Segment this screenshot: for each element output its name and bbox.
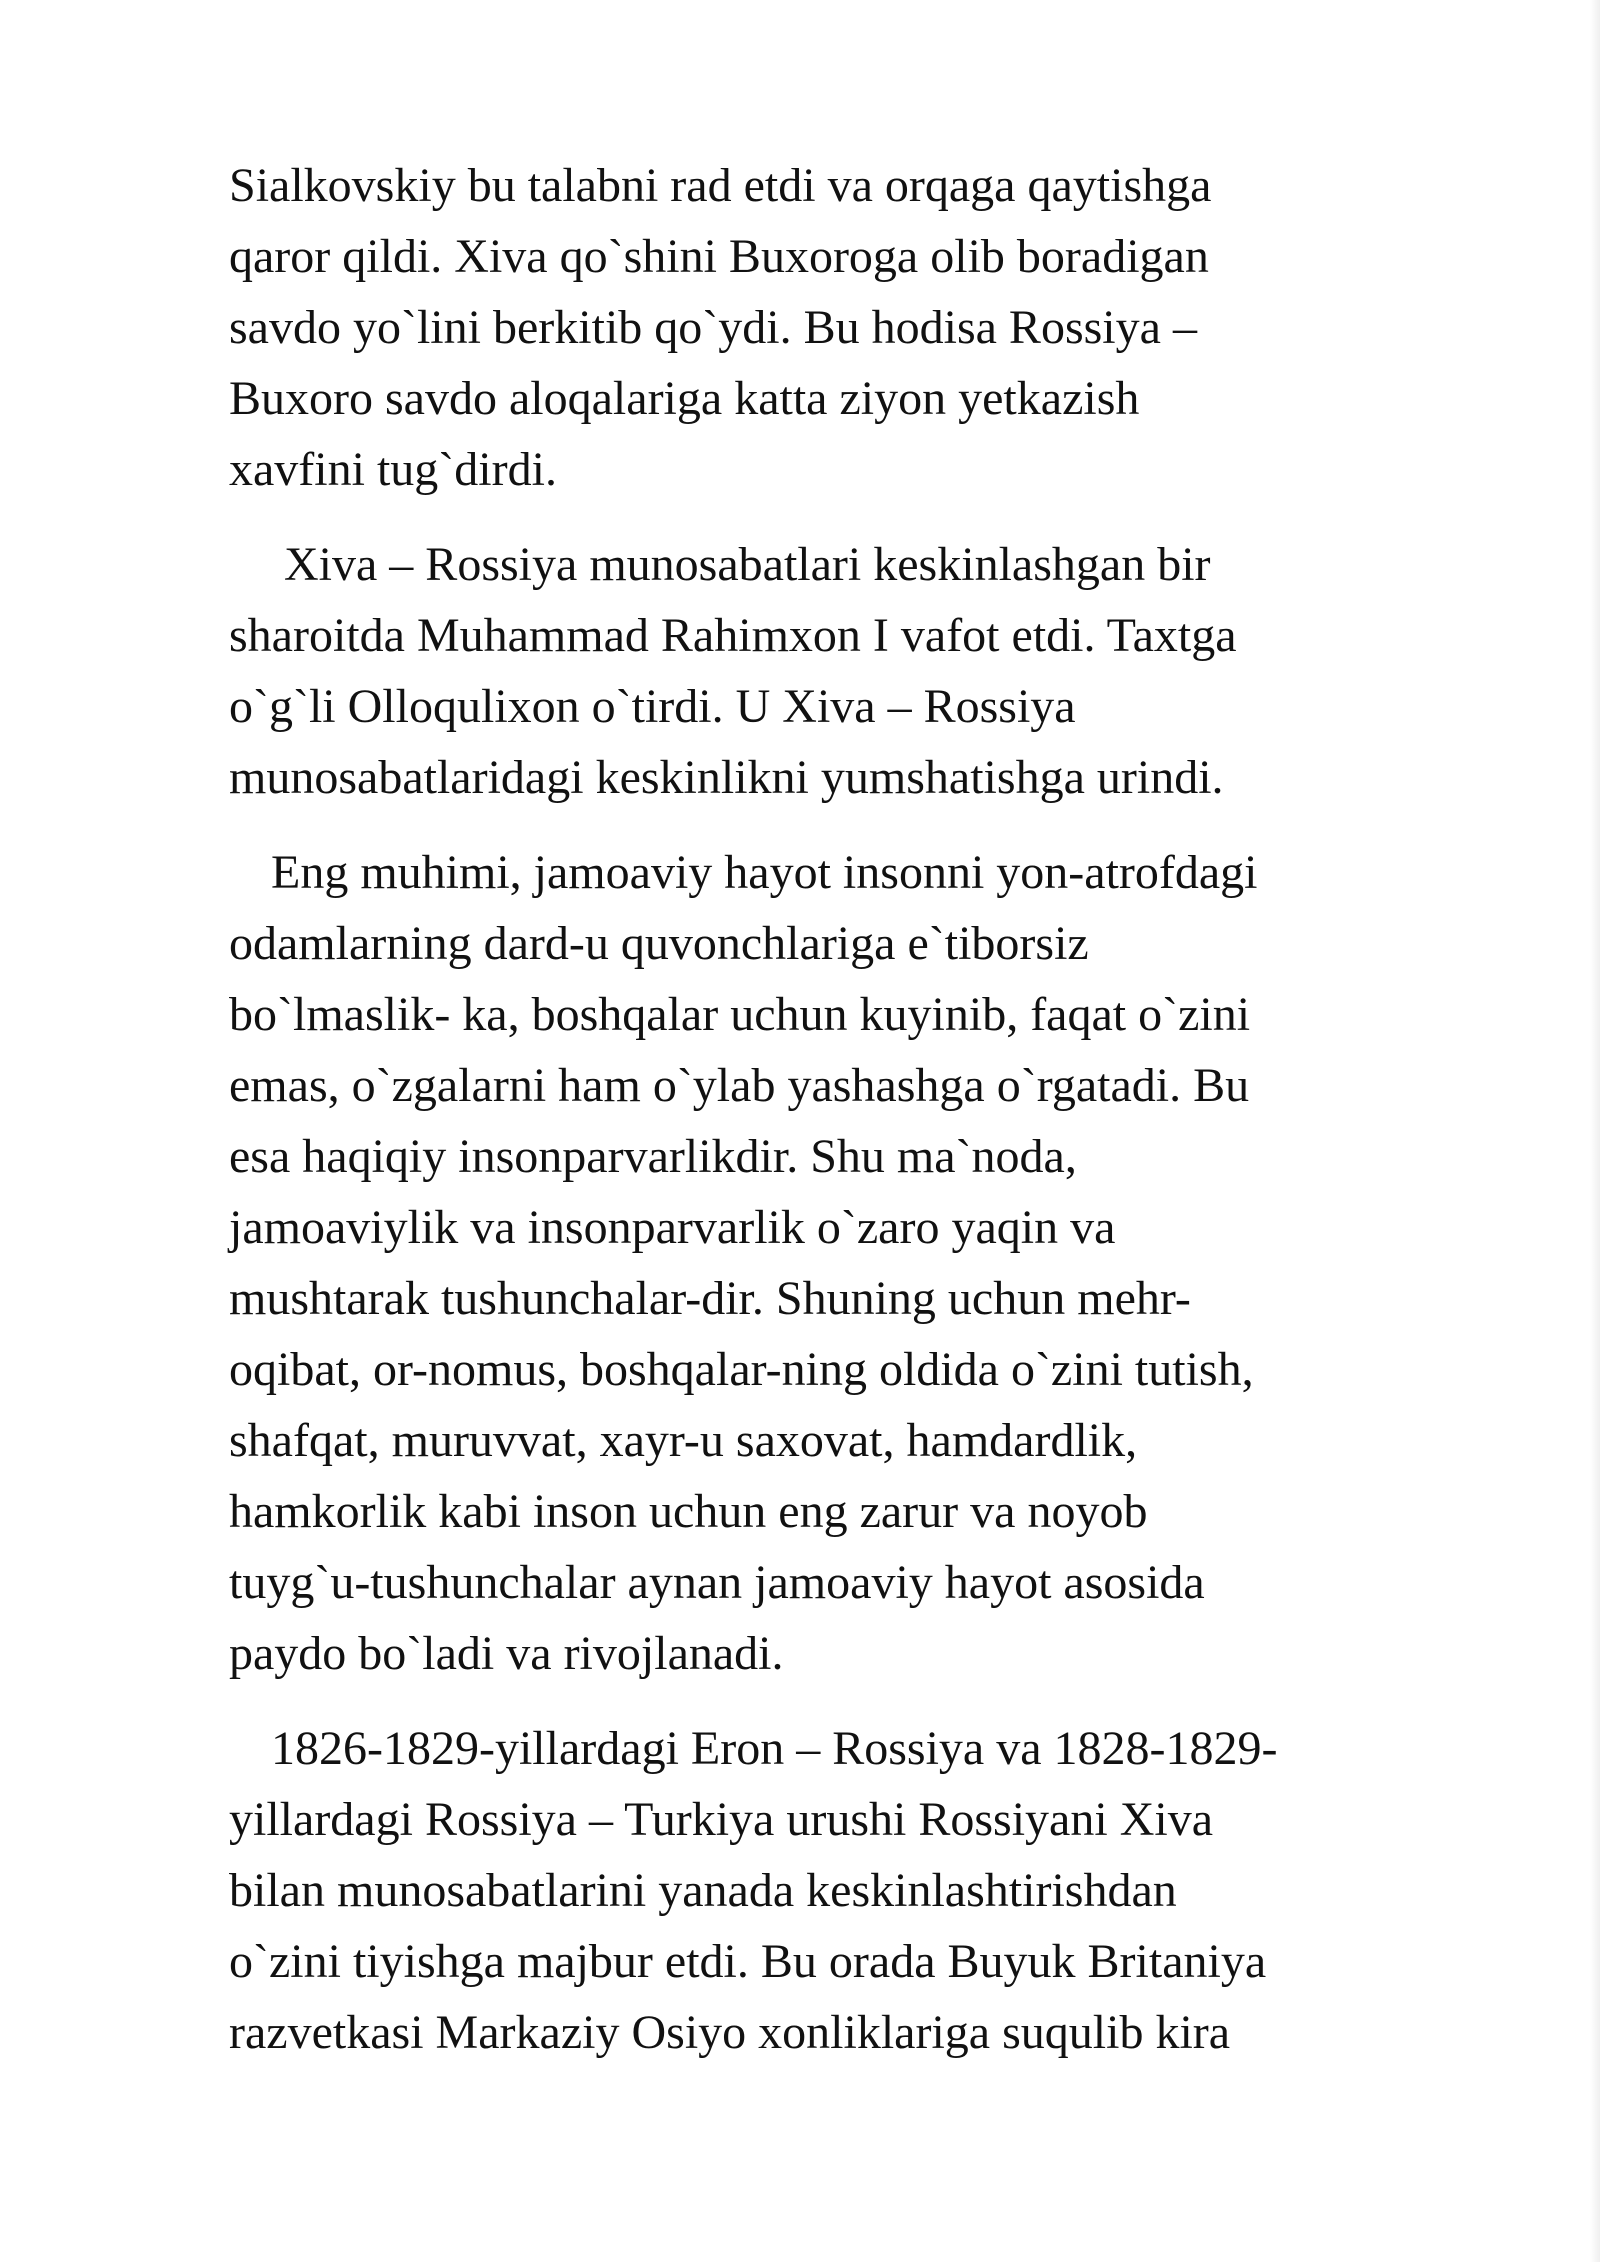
text-line: Xiva – Rossiya munosabatlari keskinlashgan bir [284, 538, 1211, 591]
text-line: jamoaviylik va insonparvarlik o`zaro yaqin va [229, 1201, 1116, 1254]
document-body [229, 150, 1419, 2092]
text-line: o`zini tiyishga majbur etdi. Bu orada Buyuk Britaniya [229, 1935, 1267, 1988]
text-line: sharoitda Muhammad Rahimxon I vafot etdi. Taxtga [229, 609, 1237, 662]
text-line: bo`lmaslik- ka, boshqalar uchun kuyinib, faqat o`zini [229, 988, 1251, 1041]
paragraph-4 [229, 1713, 1419, 2068]
text-line: oqibat, or-nomus, boshqalar-ning oldida o`zini tutish, [229, 1343, 1254, 1396]
text-line: 1826-1829-yillardagi Eron – Rossiya va 1828-1829- [271, 1722, 1278, 1775]
text-line: munosabatlaridagi keskinlikni yumshatishga urindi. [229, 751, 1224, 804]
text-line: Buxoro savdo aloqalariga katta ziyon yetkazish [229, 372, 1140, 425]
text-line: shafqat, muruvvat, xayr-u saxovat, hamdardlik, [229, 1414, 1138, 1467]
text-line: razvetkasi Markaziy Osiyo xonliklariga suqulib kira [229, 2006, 1231, 2059]
text-line: odamlarning dard-u quvonchlariga e`tiborsiz [229, 917, 1089, 970]
text-line: Eng muhimi, jamoaviy hayot insonni yon-atrofdagi [271, 846, 1258, 899]
text-line: esa haqiqiy insonparvarlikdir. Shu ma`noda, [229, 1130, 1077, 1183]
text-line: savdo yo`lini berkitib qo`ydi. Bu hodisa Rossiya – [229, 301, 1197, 354]
paragraph-2 [229, 529, 1419, 813]
text-line: mushtarak tushunchalar-dir. Shuning uchun mehr- [229, 1272, 1191, 1325]
text-line: hamkorlik kabi inson uchun eng zarur va noyob [229, 1485, 1148, 1538]
text-line: o`g`li Olloqulixon o`tirdi. U Xiva – Rossiya [229, 680, 1076, 733]
page-edge-shadow [1590, 0, 1600, 2262]
text-line: yillardagi Rossiya – Turkiya urushi Rossiyani Xiva [229, 1793, 1213, 1846]
text-line: bilan munosabatlarini yanada keskinlashtirishdan [229, 1864, 1177, 1917]
paragraph-3 [229, 837, 1419, 1689]
text-line: Sialkovskiy bu talabni rad etdi va orqaga qaytishga [229, 159, 1212, 212]
text-line: xavfini tug`dirdi. [229, 443, 557, 496]
paragraph-1 [229, 150, 1419, 505]
text-line: paydo bo`ladi va rivojlanadi. [229, 1627, 784, 1680]
text-line: qaror qildi. Xiva qo`shini Buxoroga olib boradigan [229, 230, 1209, 283]
text-line: emas, o`zgalarni ham o`ylab yashashga o`rgatadi. Bu [229, 1059, 1250, 1112]
text-line: tuyg`u-tushunchalar aynan jamoaviy hayot asosida [229, 1556, 1205, 1609]
